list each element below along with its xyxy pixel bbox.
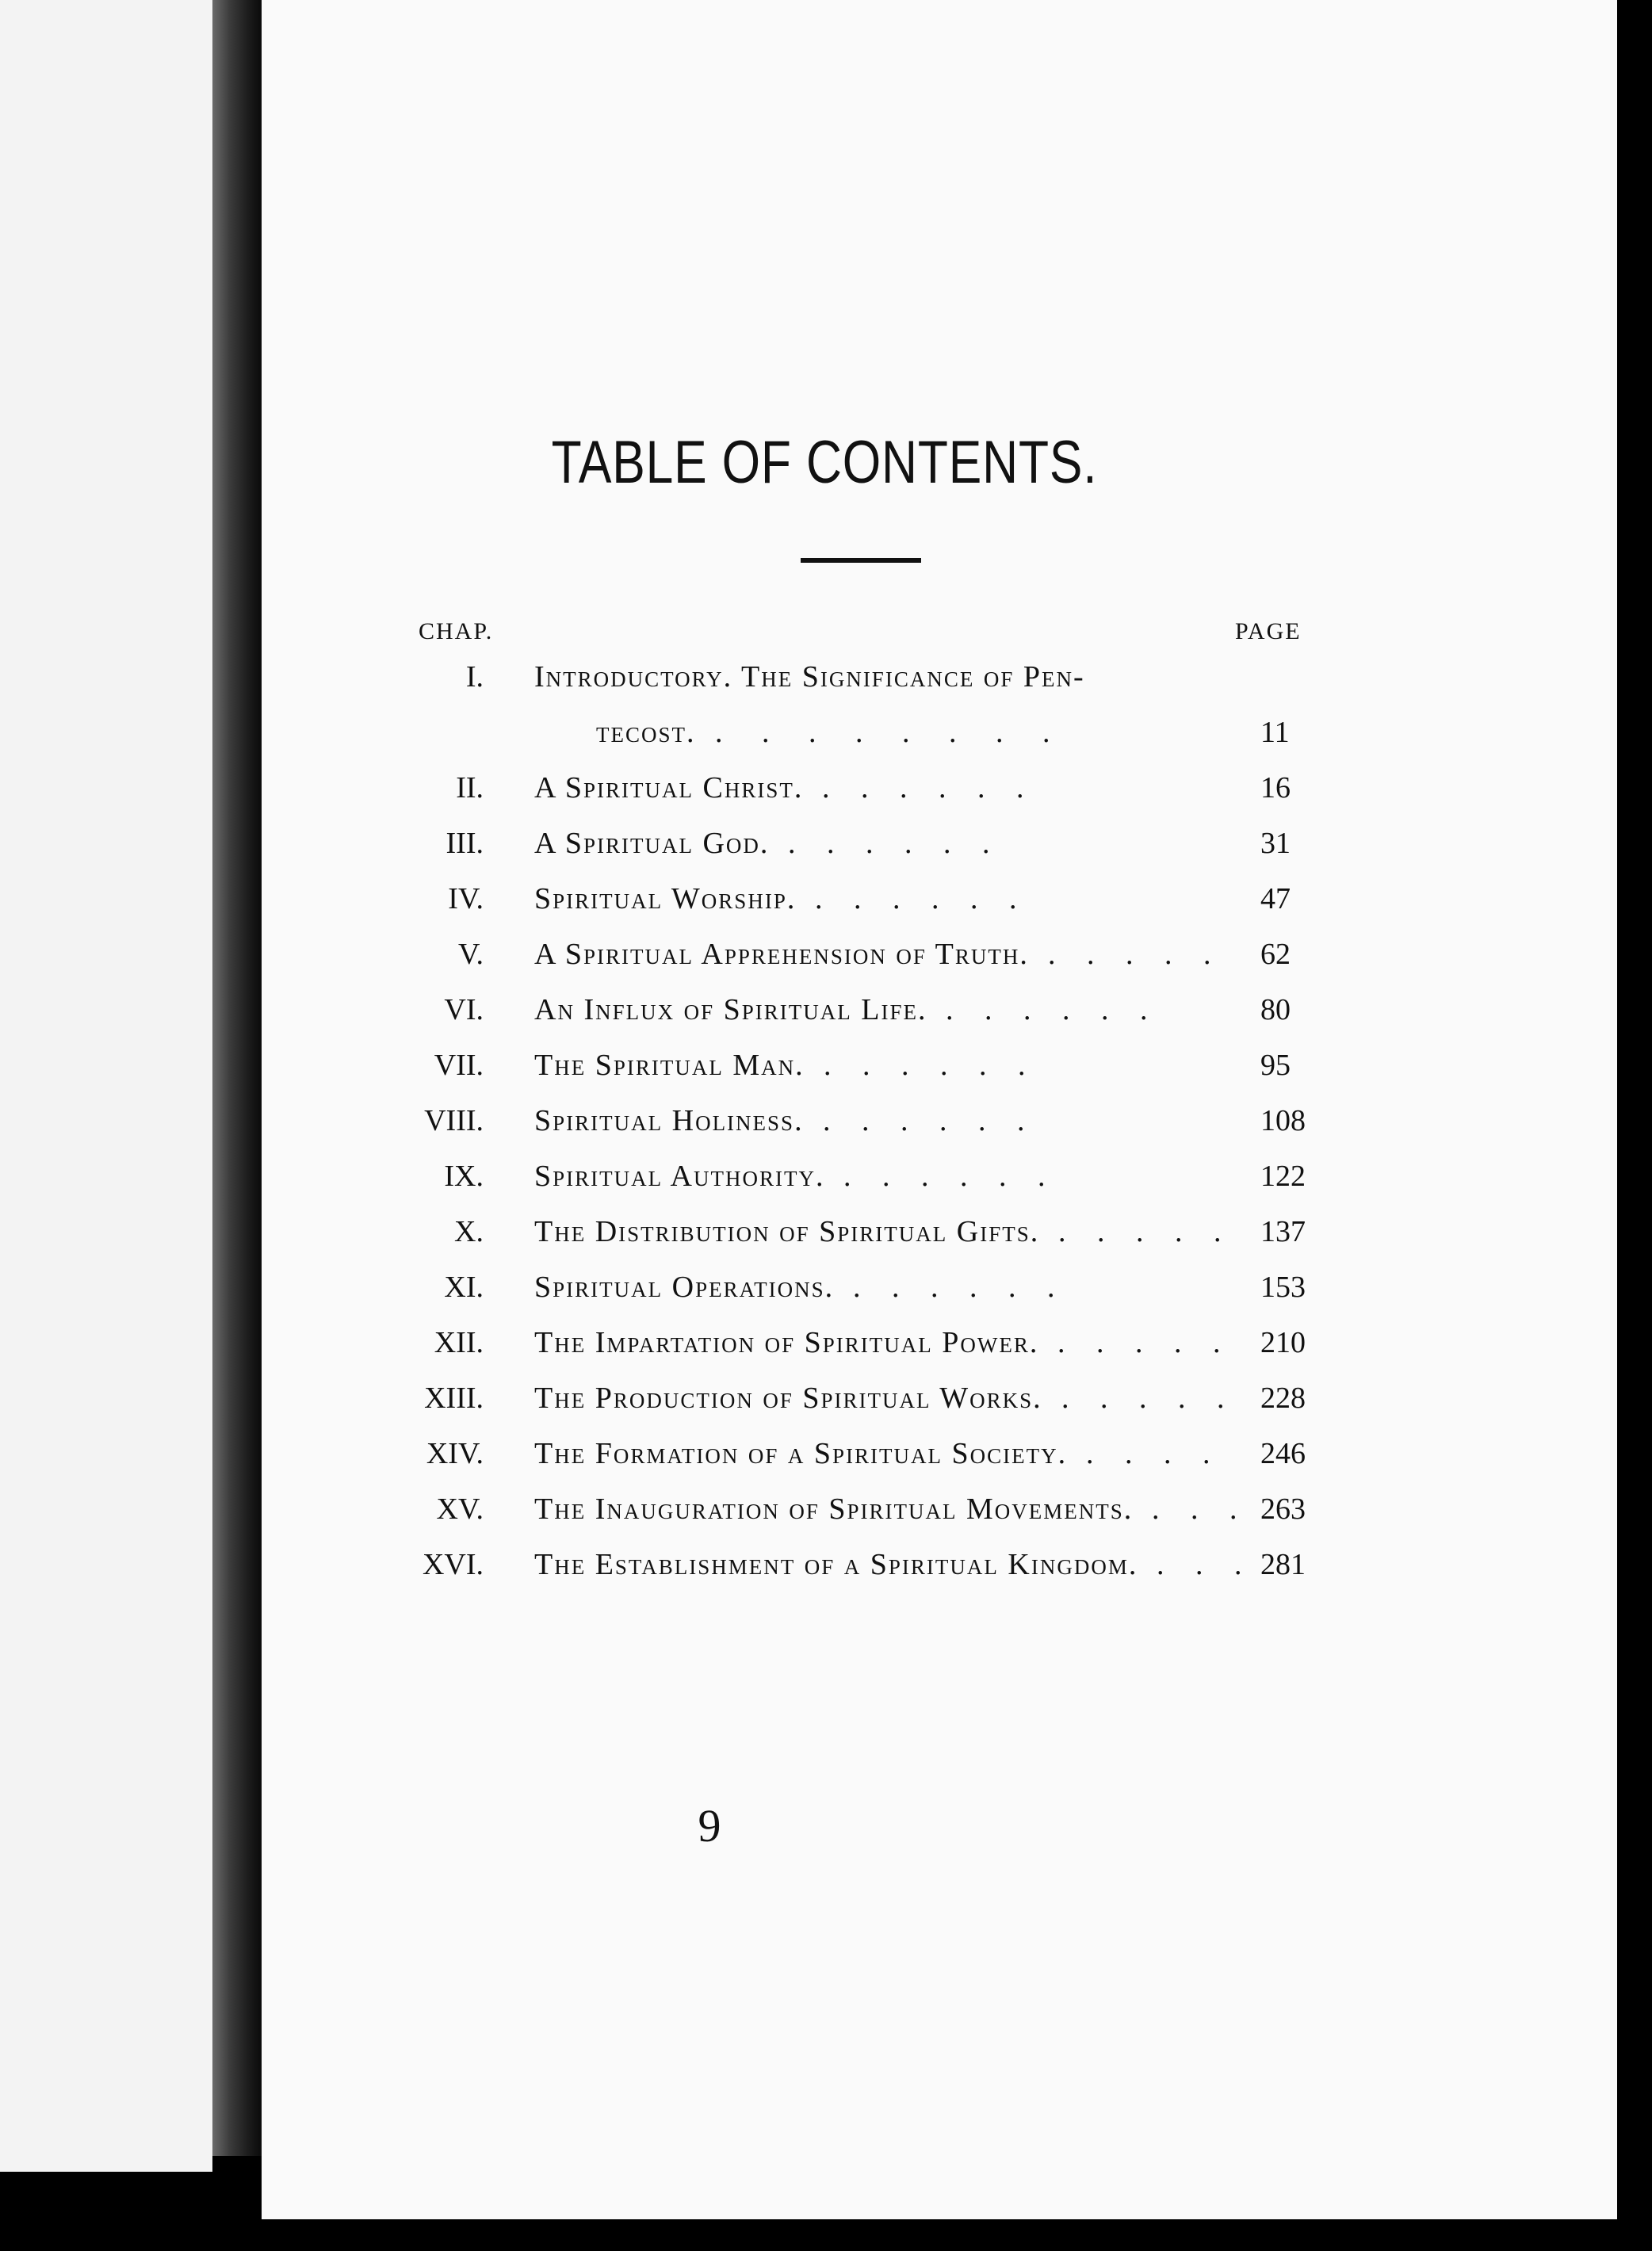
chapter-number: V. — [457, 938, 484, 971]
toc-row — [262, 1436, 1617, 1484]
leader-dots: . . . — [1157, 1548, 1242, 1581]
leader-dots: . . . . . — [1058, 1215, 1222, 1248]
toc-row — [262, 1492, 1617, 1539]
page-ref: 246 — [1260, 1437, 1306, 1470]
chapter-number: XIV. — [426, 1437, 484, 1470]
page-ref: 210 — [1260, 1326, 1306, 1359]
leader-dots: . . . . . . — [823, 1104, 1025, 1137]
page-ref: 122 — [1260, 1160, 1306, 1193]
leader-dots: . . . . . . — [853, 1271, 1055, 1304]
leader-dots: . . . . . . — [843, 1160, 1046, 1193]
chapter-number: III. — [446, 827, 484, 860]
chapter-title: An Influx of Spiritual Life. — [534, 993, 927, 1026]
chapter-title: A Spiritual God. — [534, 827, 770, 860]
chapter-title: The Spiritual Man. — [534, 1049, 805, 1082]
page-ref: 95 — [1260, 1049, 1291, 1082]
chapter-title: Spiritual Authority. — [534, 1160, 825, 1193]
page-column-header: PAGE — [1235, 618, 1302, 644]
page-ref: 153 — [1260, 1271, 1306, 1304]
toc-row — [262, 1214, 1617, 1262]
page-ref: 62 — [1260, 938, 1291, 971]
chapter-title-continued: tecost. — [596, 716, 696, 749]
toc-row — [262, 1270, 1617, 1317]
chapter-number: XVI. — [422, 1548, 484, 1581]
page-title: TABLE OF CONTENTS. — [551, 429, 1098, 496]
page-ref: 11 — [1260, 716, 1290, 749]
toc-row — [262, 1325, 1617, 1373]
title-rule — [801, 558, 921, 563]
chapter-number: XV. — [436, 1492, 484, 1526]
page-ref: 80 — [1260, 993, 1291, 1026]
chapter-title: The Distribution of Spiritual Gifts. — [534, 1215, 1040, 1248]
chapter-title: Spiritual Worship. — [534, 882, 797, 915]
chapter-number: XII. — [434, 1326, 484, 1359]
page-ref: 108 — [1260, 1104, 1306, 1137]
toc-row — [262, 992, 1617, 1040]
chapter-number: XI. — [444, 1271, 484, 1304]
toc-row — [262, 826, 1617, 873]
leader-dots: . . . . . . — [946, 993, 1148, 1026]
chapter-number: IX. — [444, 1160, 484, 1193]
leader-dots: . . . . . — [1061, 1382, 1225, 1415]
chap-column-header: CHAP. — [419, 618, 494, 644]
leader-dots: . . . . . . — [824, 1049, 1026, 1082]
toc-row — [262, 770, 1617, 818]
chapter-title: The Production of Spiritual Works. — [534, 1382, 1042, 1415]
chapter-title: A Spiritual Christ. — [534, 771, 804, 804]
chapter-number: XIII. — [424, 1382, 484, 1415]
leader-dots: . . . . . . — [788, 827, 990, 860]
page-ref: 263 — [1260, 1492, 1306, 1526]
chapter-number: II. — [456, 771, 484, 804]
leader-dots: . . . . . . — [815, 882, 1017, 915]
toc-row — [262, 937, 1617, 984]
chapter-title: A Spiritual Apprehension of Truth. — [534, 938, 1029, 971]
chapter-number: IV. — [448, 882, 484, 915]
page-ref: 137 — [1260, 1215, 1306, 1248]
page-ref: 31 — [1260, 827, 1291, 860]
chapter-title: Spiritual Holiness. — [534, 1104, 804, 1137]
chapter-title: The Formation of a Spiritual Society. — [534, 1437, 1068, 1470]
toc-row — [262, 1159, 1617, 1206]
chapter-title: The Inauguration of Spiritual Movements. — [534, 1492, 1134, 1526]
leader-dots: . . . . . . . . — [715, 716, 1050, 749]
toc-row — [262, 659, 1617, 707]
leader-dots: . . . . . — [1057, 1326, 1221, 1359]
leader-dots: . . . — [1152, 1492, 1237, 1526]
chapter-title: Introductory. The Significance of Pen- — [534, 660, 1085, 694]
toc-row — [262, 1048, 1617, 1095]
page-ref: 47 — [1260, 882, 1291, 915]
chapter-number: X. — [454, 1215, 484, 1248]
leader-dots: . . . . . . — [822, 771, 1024, 804]
leader-dots: . . . . . — [1048, 938, 1211, 971]
chapter-number: VI. — [444, 993, 484, 1026]
chapter-number: VII. — [434, 1049, 484, 1082]
page-ref: 228 — [1260, 1382, 1306, 1415]
chapter-title: The Establishment of a Spiritual Kingdom. — [534, 1548, 1138, 1581]
chapter-title: The Impartation of Spiritual Power. — [534, 1326, 1039, 1359]
page-ref: 16 — [1260, 771, 1291, 804]
toc-row — [262, 1103, 1617, 1151]
chapter-title: Spiritual Operations. — [534, 1271, 835, 1304]
toc-row-continuation — [262, 715, 1617, 762]
page-ref: 281 — [1260, 1548, 1306, 1581]
chapter-number: VIII. — [424, 1104, 484, 1137]
toc-row — [262, 1381, 1617, 1428]
chapter-number: I. — [465, 660, 484, 694]
toc-row — [262, 1547, 1617, 1595]
contents-page — [262, 0, 1617, 2219]
page-number: 9 — [698, 1800, 721, 1852]
leader-dots: . . . . — [1086, 1437, 1210, 1470]
toc-row — [262, 881, 1617, 929]
